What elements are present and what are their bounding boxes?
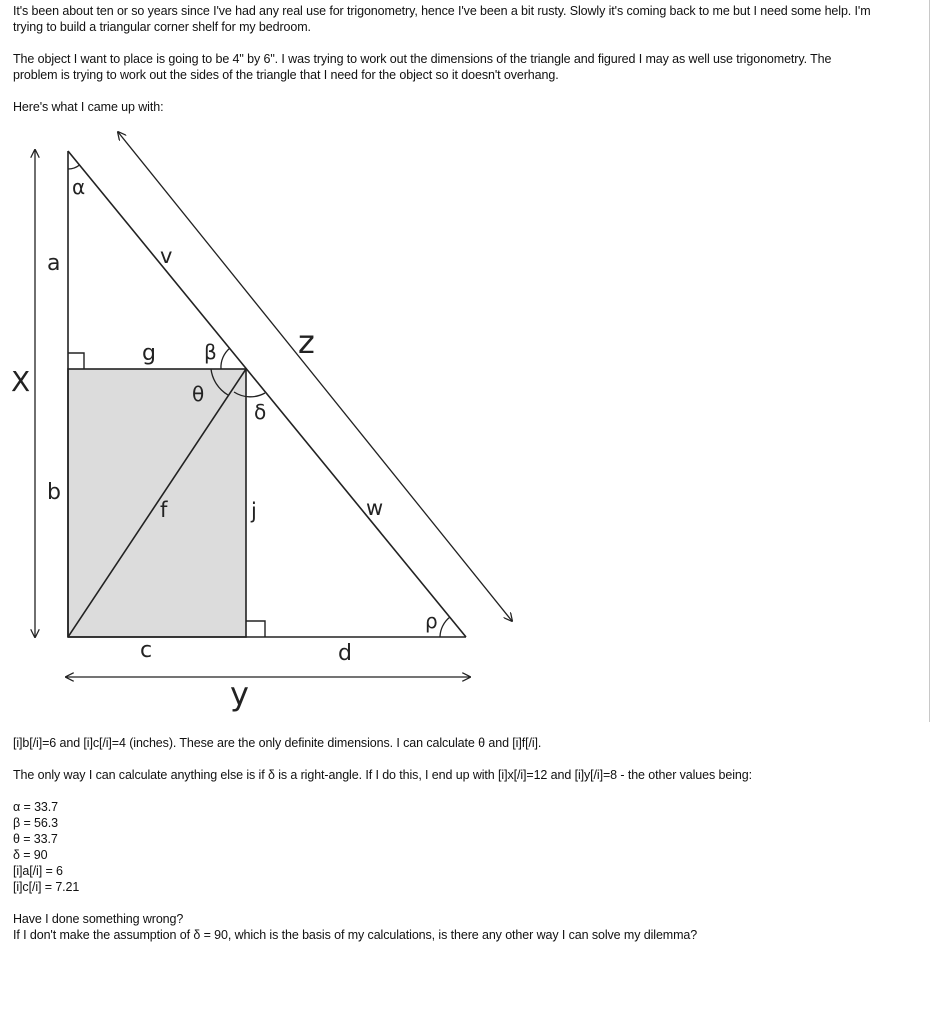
label-w: w: [366, 496, 384, 520]
label-a: a: [47, 251, 61, 276]
value-alpha: α = 33.7: [13, 800, 59, 814]
value-delta: δ = 90: [13, 848, 48, 862]
label-delta: δ: [254, 400, 267, 424]
label-g: g: [142, 341, 156, 366]
object-line-2: problem is trying to work out the sides of the triangle that I need for the object so it doesn't overhang.: [13, 68, 559, 82]
page-edge-divider: [929, 0, 930, 722]
alpha-arc: [68, 165, 80, 169]
intro-line-1: It's been about ten or so years since I've had any real use for trigonometry, hence I've been a bit rusty. Slowly it's coming back to me but I need some help. I'm: [13, 4, 871, 18]
value-theta: θ = 33.7: [13, 832, 58, 846]
label-f: f: [160, 498, 168, 522]
label-X: X: [11, 365, 31, 398]
dimensions-line: [i]b[/i]=6 and [i]c[/i]=4 (inches). These are the only definite dimensions. I can calculate θ and [i]f[/i].: [13, 736, 542, 750]
rho-arc: [440, 617, 450, 637]
label-rho: ρ: [425, 609, 438, 633]
label-d: d: [338, 641, 352, 666]
object-line-1: The object I want to place is going to be 4" by 6". I was trying to work out the dimensions of the triangle and figured I may as well use trigonometry. The: [13, 52, 832, 66]
label-beta: β: [204, 340, 217, 364]
triangle-diagram: [0, 120, 540, 720]
only-way-line: The only way I can calculate anything else is if δ is a right-angle. If I do this, I end up with [i]x[/i]=12 and [i]y[/i]=8 - the other values being:: [13, 768, 752, 782]
right-angle-marker-bottom: [246, 621, 265, 637]
label-v: v: [160, 244, 173, 268]
heres-line: Here's what I came up with:: [13, 100, 164, 114]
value-a: [i]a[/i] = 6: [13, 864, 63, 878]
label-b: b: [47, 480, 61, 505]
beta-arc: [221, 348, 230, 369]
label-theta: θ: [192, 382, 205, 406]
label-j: j: [251, 499, 257, 523]
question-1: Have I done something wrong?: [13, 912, 184, 926]
value-c: [i]c[/i] = 7.21: [13, 880, 80, 894]
right-angle-marker-top: [68, 353, 84, 369]
question-2: If I don't make the assumption of δ = 90, which is the basis of my calculations, is there any other way I can solve my dilemma?: [13, 928, 698, 942]
value-beta: β = 56.3: [13, 816, 58, 830]
label-alpha: α: [72, 175, 86, 199]
label-y: y: [230, 675, 249, 713]
label-z: z: [298, 323, 315, 361]
intro-line-2: trying to build a triangular corner shelf for my bedroom.: [13, 20, 311, 34]
label-c: c: [140, 638, 153, 663]
